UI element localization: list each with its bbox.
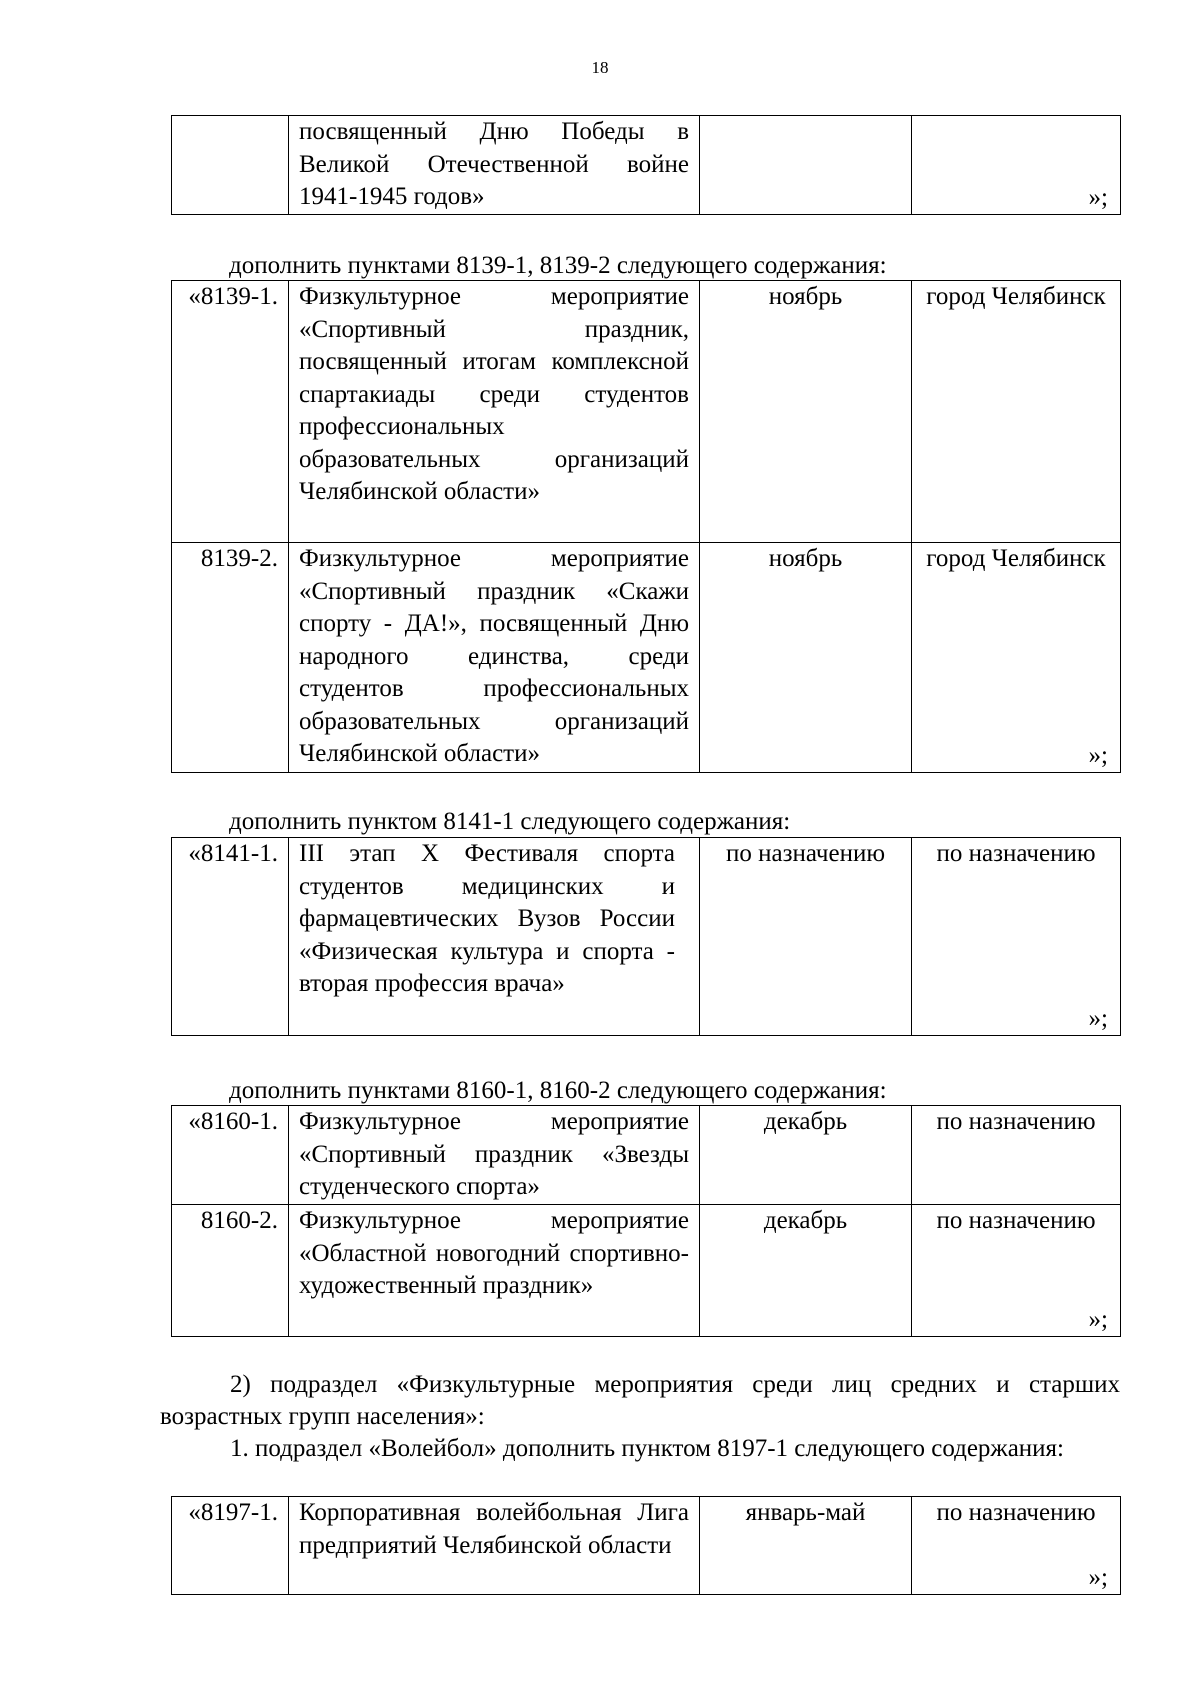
item-number: «8160-1. [172, 1106, 289, 1205]
table-row [172, 1497, 1121, 1595]
event-name: посвященный Дню Победы в Великой Отечественной войне 1941-1945 годов» [289, 116, 700, 215]
event-place [912, 1205, 1121, 1337]
table-row [172, 281, 1121, 543]
event-date: по назначению [700, 838, 912, 1036]
closing-quote: »; [1088, 1306, 1108, 1333]
intro-8141: дополнить пунктом 8141-1 следующего содержания: [229, 808, 791, 835]
closing-quote: »; [1088, 1005, 1108, 1032]
event-name: III этап X Фестиваля спорта студентов медицинских и фармацевтических Вузов России «Физическая культура и спорта - вторая профессия врача» [289, 838, 700, 1036]
event-place [912, 543, 1121, 773]
item-number: «8197-1. [172, 1497, 289, 1595]
event-place: город Челябинск [912, 281, 1121, 543]
page-number: 18 [591, 58, 609, 77]
event-name: Физкультурное мероприятие «Спортивный праздник «Звезды студенческого спорта» [289, 1106, 700, 1205]
table-8141 [171, 837, 1121, 1036]
event-place: по назначению [912, 1106, 1121, 1205]
event-place [912, 1497, 1121, 1595]
table-row [172, 1205, 1121, 1337]
event-name: Физкультурное мероприятие «Спортивный праздник, посвященный итогам комплексной спартакиады среди студентов профессиональных образовательных организаций Челябинской области» [289, 281, 700, 543]
paragraph-subsection: 2) подраздел «Физкультурные мероприятия среди лиц средних и старших возрастных групп населения»: [160, 1371, 1120, 1430]
event-name: Физкультурное мероприятие «Спортивный праздник «Скажи спорту - ДА!», посвященный Дню народного единства, среди студентов профессиональных образовательных организаций Челябинской области» [289, 543, 700, 773]
item-number: 8139-2. [172, 543, 289, 773]
event-place [912, 116, 1121, 215]
table-8139 [171, 280, 1121, 773]
event-place [912, 838, 1121, 1036]
table-row [172, 543, 1121, 773]
closing-quote: »; [1088, 183, 1108, 211]
place-text: по назначению [936, 1499, 1096, 1526]
place-text: по назначению [936, 840, 1096, 867]
event-date: ноябрь [700, 543, 912, 773]
closing-quote: »; [1088, 742, 1108, 769]
event-name: Физкультурное мероприятие «Областной новогодний спортивно-художественный праздник» [289, 1205, 700, 1337]
table-row [172, 116, 1121, 215]
intro-8139: дополнить пунктами 8139-1, 8139-2 следующего содержания: [229, 252, 887, 279]
item-number: «8141-1. [172, 838, 289, 1036]
item-number [172, 116, 289, 215]
continuation-table [171, 115, 1121, 215]
table-row [172, 1106, 1121, 1205]
event-date: декабрь [700, 1106, 912, 1205]
place-text: по назначению [936, 1207, 1096, 1234]
event-date: декабрь [700, 1205, 912, 1337]
intro-8160: дополнить пунктами 8160-1, 8160-2 следующего содержания: [229, 1077, 887, 1104]
table-row [172, 838, 1121, 1036]
paragraph-volleyball: 1. подраздел «Волейбол» дополнить пунктом 8197-1 следующего содержания: [230, 1435, 1064, 1462]
event-date [700, 116, 912, 215]
closing-quote: »; [1088, 1564, 1108, 1591]
table-8197 [171, 1496, 1121, 1595]
event-date: январь-май [700, 1497, 912, 1595]
item-number: 8160-2. [172, 1205, 289, 1337]
table-8160 [171, 1105, 1121, 1337]
event-date: ноябрь [700, 281, 912, 543]
place-text: город Челябинск [926, 545, 1106, 572]
event-name: Корпоративная волейбольная Лига предприятий Челябинской области [289, 1497, 700, 1595]
item-number: «8139-1. [172, 281, 289, 543]
